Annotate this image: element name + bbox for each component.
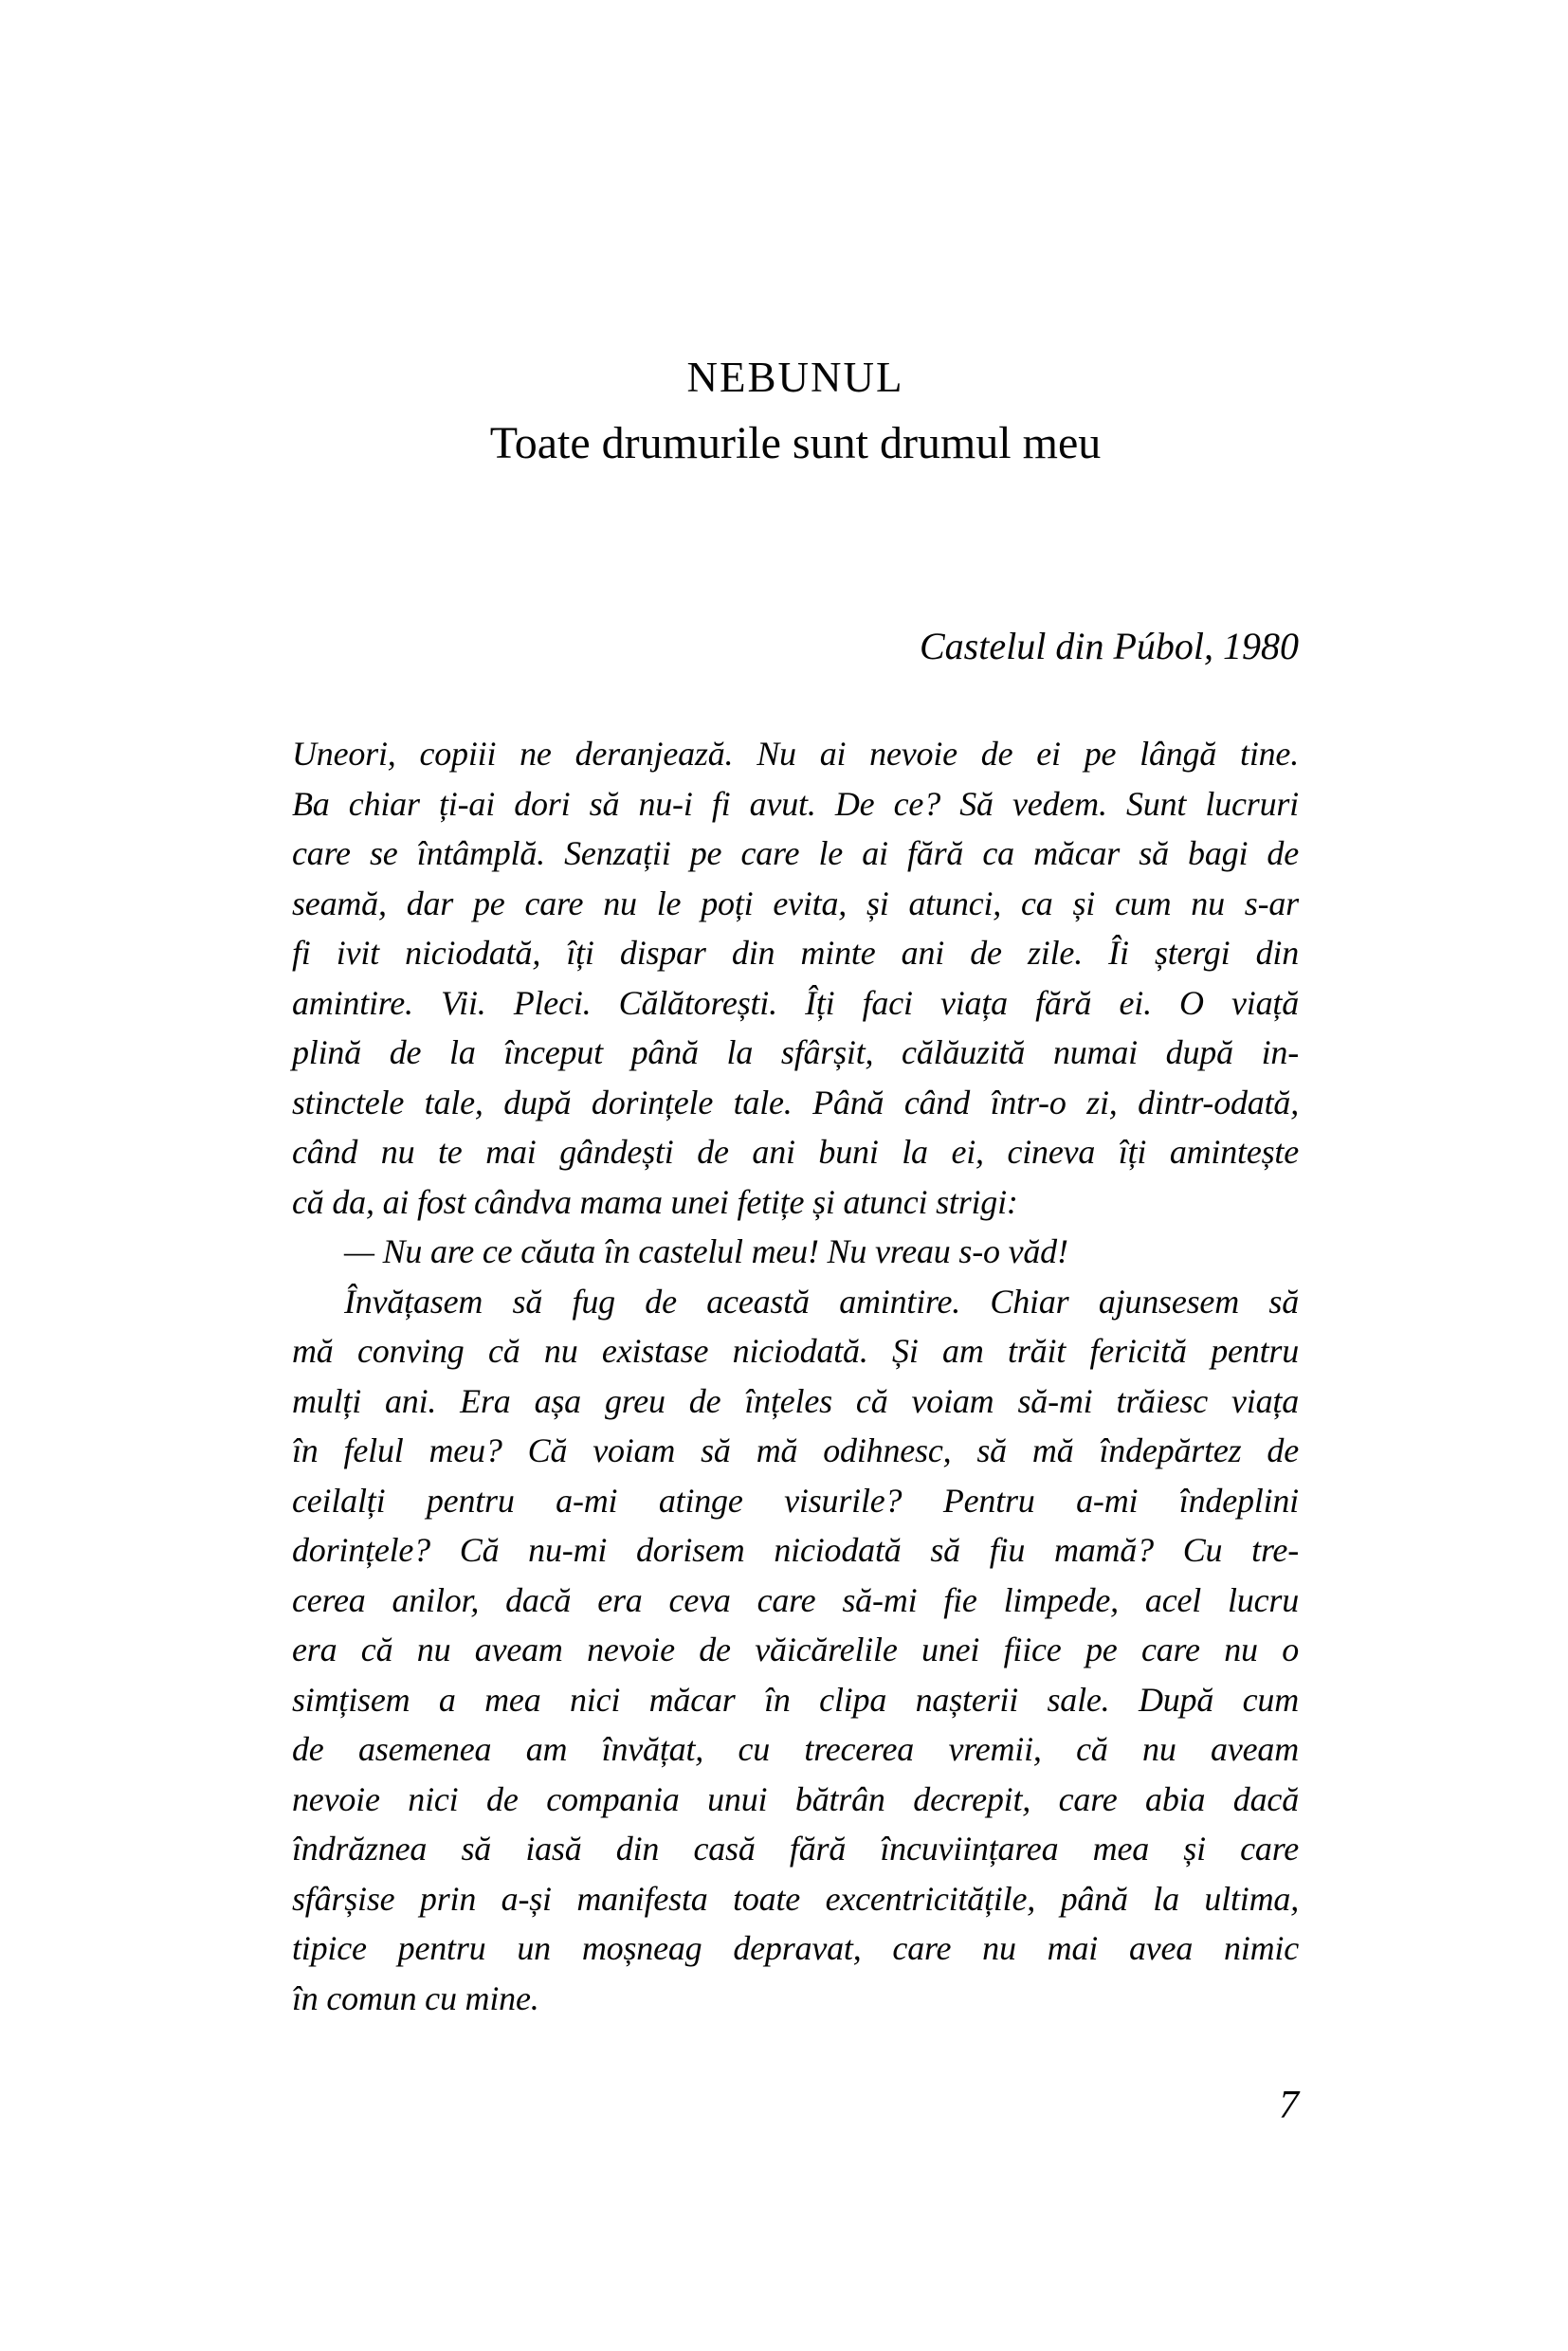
body-line: stinctele tale, după dorințele tale. Până când într-o zi, dintr-odată, [292, 1083, 1299, 1121]
body-line: nevoie nici de compania unui bătrân decrepit, care abia dacă [292, 1779, 1299, 1818]
chapter-subtitle: Toate drumurile sunt drumul meu [489, 418, 1102, 468]
body-line: Uneori, copiii ne deranjează. Nu ai nevoie de ei pe lângă tine. [292, 735, 1299, 773]
body-line: seamă, dar pe care nu le poți evita, și atunci, ca și cum nu s-ar [292, 884, 1299, 922]
body-line: că da, ai fost cândva mama unei fetițe și atunci strigi: [292, 1182, 1018, 1221]
body-line: cerea anilor, dacă era ceva care să-mi fie limpede, acel lucru [292, 1580, 1299, 1619]
body-line: de asemenea am învățat, cu trecerea vremii, că nu aveam [292, 1730, 1299, 1768]
body-line: era că nu aveam nevoie de văicărelile unei fiice pe care nu o [292, 1631, 1299, 1668]
page-number: 7 [1279, 2084, 1299, 2127]
body-line: sfârșise prin a-și manifesta toate excentricitățile, până la ultima, [292, 1879, 1299, 1918]
chapter-title: NEBUNUL [686, 354, 904, 401]
body-line: în comun cu mine. [292, 1978, 539, 2017]
body-line: plină de la început până la sfârșit, călăuzită numai după in- [292, 1033, 1299, 1071]
body-line: ceilalți pentru a-mi atinge visurile? Pentru a-mi îndeplini [292, 1481, 1299, 1520]
body-line: Ba chiar ți-ai dori să nu-i fi avut. De ce? Să vedem. Sunt lucruri [292, 784, 1299, 823]
body-line: Învățasem să fug de această amintire. Chiar ajunsesem să [344, 1282, 1299, 1321]
body-line: simțisem a mea nici măcar în clipa nașterii sale. După cum [292, 1680, 1299, 1719]
body-paragraphs [292, 729, 1299, 2023]
body-line: dorințele? Că nu-mi dorisem niciodată să fiu mamă? Cu tre- [292, 1531, 1299, 1569]
body-line: fi ivit niciodată, îți dispar din minte ani de zile. Îi ștergi din [292, 934, 1299, 972]
body-line: tipice pentru un moșneag depravat, care nu mai avea nimic [292, 1929, 1299, 1967]
dateline: Castelul din Púbol, 1980 [920, 625, 1299, 667]
body-line: mă conving că nu existase niciodată. Și am trăit fericită pentru [292, 1332, 1299, 1370]
body-line: — Nu are ce căuta în castelul meu! Nu vreau s-o văd! [344, 1232, 1068, 1270]
body-line: care se întâmplă. Senzații pe care le ai fără ca măcar să bagi de [292, 834, 1299, 872]
body-line: mulți ani. Era așa greu de înțeles că voiam să-mi trăiesc viața [292, 1381, 1299, 1420]
body-line: amintire. Vii. Pleci. Călătorești. Îți faci viața fără ei. O viață [292, 983, 1299, 1022]
body-line: îndrăznea să iasă din casă fără încuviințarea mea și care [292, 1830, 1299, 1868]
text-column [292, 0, 1299, 2351]
body-line: în felul meu? Că voiam să mă odihnesc, să mă îndepărtez de [292, 1431, 1299, 1469]
body-line: când nu te mai gândești de ani buni la ei, cineva îți amintește [292, 1133, 1299, 1171]
